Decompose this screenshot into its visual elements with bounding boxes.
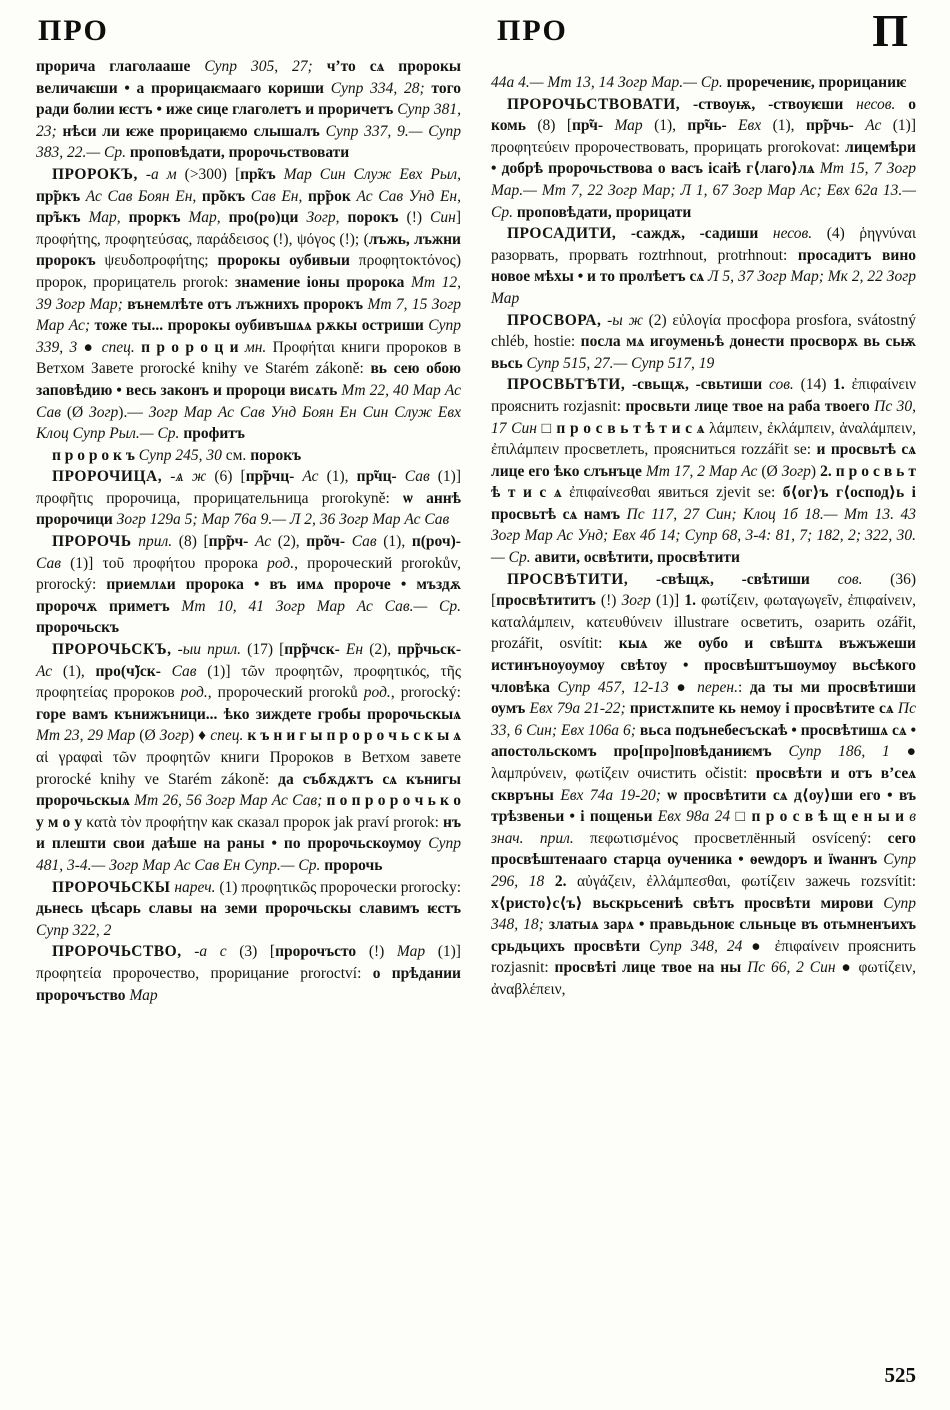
text-segment: мн. [244,338,273,356]
text-segment: пророчь [324,856,383,874]
text-segment: к ъ н и г ы п р о р о ч ь с к ы ѧ [247,727,461,745]
text-segment: профитъ [183,425,245,443]
text-segment: Мт 23, 29 Мар [36,727,140,745]
dictionary-entry [491,374,916,568]
section-letter: П [872,5,908,56]
text-segment: -а с [181,943,240,961]
text-segment: ) ♦ [188,727,211,745]
text-segment: (14) [800,376,834,394]
text-segment: 2. [554,872,578,890]
entry-headword: ПРОСВЬТѢТИ, [507,376,626,394]
text-segment: (2), [277,533,307,551]
text-segment: ψευδοπροφήτης; [104,252,218,270]
text-segment: Супр 381, 23; [36,101,461,140]
text-segment: Ас [254,533,278,551]
text-segment: Супр 305, 27; [204,58,327,75]
text-segment: Мт 10, 41 Зогр Мар Ас Сав.— Ср. [181,597,461,615]
text-segment: нареч. [170,878,220,896]
text-segment: проповѣдати, прорицати [516,203,692,221]
text-segment: Евх 74а 19-20; [560,786,668,804]
entry-headword: ПРОРОЧЬСКЫ [52,878,171,896]
text-segment: ἐπιφαίνειν прояснить rozjasnit: [491,376,917,415]
text-segment: сего просвѣштенааго старца оученика • ѳеѡдоръ и їѡаннъ [491,829,917,869]
text-segment: Зогр 129а 5; Мар 76а 9.— Л 2, 36 Зогр Мар Ас Сав [116,511,450,529]
text-segment: -ѧ ж [162,468,215,486]
dictionary-entry [36,445,461,467]
text-segment: (Ø [66,403,90,421]
text-segment: □ [735,808,752,826]
dictionary-entry [36,639,461,877]
text-segment: Ен [345,641,370,659]
entry-headword: ПРОРОКЪ, [52,165,138,183]
text-segment: -свьщѫ, -свьтиши [625,376,769,394]
text-segment: (2), [369,641,398,659]
text-segment: порокъ [250,446,302,464]
text-segment: ).— [118,403,149,421]
text-segment: (17) [ [247,641,285,659]
text-segment: про(ро)ци [228,209,307,227]
text-segment: просадитъ вино новое мѣхы • и то пролѣетъ сѧ [491,246,916,286]
text-segment: (!) [406,209,431,227]
text-segment: Προφήται книги пророков в Ветхом Завете prorocké knihy ve Starém zákoně: [36,338,461,378]
text-segment: αἱ γραφαὶ τῶν προφητῶν книги Пророков в Ветхом завете prorocké knihy ve Starém zákoně: [36,749,461,788]
continuation-paragraph [491,72,916,94]
text-segment: вь сею обою заповѣдию • весь законъ и пророци висѧть [36,360,461,399]
text-segment: порокъ [347,209,407,227]
text-segment: ) [810,462,821,480]
text-segment: да събѫдѫтъ сѧ кънигы пророчьскыѧ [36,770,461,810]
text-segment: Мар [614,117,655,135]
text-segment: (1), [654,117,688,135]
text-segment: род. [180,684,208,702]
text-segment: в знач. прил. [491,808,917,847]
text-segment: нъ и плешти свои даѣше на раны • по пророчьскоумоу [36,813,461,853]
text-segment: сов. [768,376,801,394]
text-segment: пр̃оч- [306,533,352,551]
text-segment: тоже ты... пророкы оубивъшѧѧ рѫкы остриши [94,317,429,335]
text-segment: пр̃ъкъ [36,209,89,227]
text-segment: пр̃рч- [208,533,255,551]
text-segment: п о п р о р о ч ь к о у м о у [36,792,461,831]
text-segment: Супр 337, 9.— Супр 383, 22.— Ср. [36,122,461,162]
text-segment: пр̃окъ [201,187,251,205]
text-segment: □ [541,419,557,437]
text-segment: просвѣти и отъ в’сеѧ сквръны [491,765,916,804]
entry-headword: ПРОРОЧЬСКЪ, [52,641,172,659]
text-segment: проповѣдати, пророчьствовати [129,144,350,162]
text-segment: (1), [62,662,96,680]
text-segment: Зогр Мар Ас Сав Унд Боян Ен Син Служ Евх Клоц Супр Рыл.— Ср. [36,403,461,443]
text-segment: пристѫпите кь немоу і просвѣтите сѧ [629,700,898,718]
text-segment: ● φωτίζειν, ἀναβλέπειν, [491,959,917,998]
dictionary-entry [36,531,461,639]
text-segment: (6) [ [214,468,246,486]
text-segment: (Ø [761,462,782,480]
text-segment: Пс 66, 2 Син [747,959,842,977]
text-segment: несов. [856,95,909,113]
text-segment: (>300) [ [184,165,241,183]
text-segment: (2) εὐλογία просфора prosfora, svátostný chléb, hostie: [491,311,916,351]
text-segment: лицемѣри • добрѣ пророчьствова о васъ ісаіѣ г⟨лаго⟩лѧ [491,138,916,178]
text-segment: 1. [684,592,702,610]
text-segment: ● [83,338,102,356]
text-segment: -ыи прил. [171,641,248,659]
text-segment: Евх 79а 21-22; [529,700,630,718]
text-segment: Л 5, 37 Зогр Мар; Мк 2, 22 Зогр Мар [491,268,916,307]
text-segment: лъжь, лъжни пророкъ [36,230,461,270]
text-segment: пр̃ч- [571,117,615,135]
dictionary-entry [491,223,916,309]
dictionary-entry [36,466,461,531]
text-segment: Сав Ен, [250,187,308,205]
text-segment: прил. [131,533,179,551]
text-segment: Ас [36,662,63,680]
text-segment: Мар [129,986,158,1004]
text-segment: ч’то сѧ пророкы величаѥши • а прорицаѥмааго кориши [36,58,461,97]
text-segment: приемлѧи пророка • въ имѧ пророче • мъздѫ пророчѫ приметъ [36,576,462,615]
text-segment: Евх 98а 24 [657,808,736,826]
text-segment: Ас [302,468,327,486]
text-segment: п р о с в ь т ѣ т и с ѧ [556,419,710,437]
text-segment: Евх [738,117,773,135]
text-segment: пр̃чь- [687,117,739,135]
guide-word-center: ПРО [497,14,568,47]
text-segment: проркъ [128,209,189,227]
text-segment: Ас Сав Унд Ен, [356,187,461,205]
text-segment: Зогр [621,592,656,610]
text-segment: ѡ просвѣтити сѧ д⟨оу⟩ши его • въ трѣзвеньи • і пощеньи [491,786,917,826]
text-segment: пророчъсто [275,943,369,961]
text-segment: 1. [833,376,852,394]
text-segment: спец. [101,338,142,356]
text-segment: про(ч̃)ск- [95,662,172,680]
text-segment: нѣси ли ѥже прорицаѥмо слышалъ [62,122,326,140]
text-segment: просвьти лице твое на раба твоего [625,397,875,415]
entry-headword: ПРОСАДИТИ, [507,225,617,243]
entry-headword: ПРОРОЧЬ [52,533,132,551]
text-segment: ● ἐπιφαίνειν прояснить rozjasnit: [491,937,916,977]
text-segment: -свѣщѫ, -свѣтиши [628,570,838,588]
text-segment: (!) [600,592,622,610]
entry-headword: ПРОСВѢТИТИ, [507,570,629,588]
text-segment: род. [267,554,295,572]
text-segment: х⟨ристо⟩с⟨ъ⟩ вьскрьсениѣ свѣтъ просвѣти мирови [491,894,884,912]
entry-headword: ПРОРОЧИЦА, [52,468,163,486]
text-segment: Зогр [159,727,189,745]
text-segment: : [737,678,750,696]
text-segment: п р о р о к ъ [52,446,139,464]
dictionary-entry [491,94,916,224]
text-segment: Мт 17, 2 Мар Ас [645,462,762,480]
text-segment: п р о с в ѣ щ е н ы и [751,808,910,826]
text-segment: просвѣтититъ [496,592,601,610]
text-segment: род. [363,684,391,702]
text-segment: (!) [368,943,397,961]
text-segment: ● [676,678,698,696]
continuation-paragraph [36,56,461,164]
text-segment: ἐπιφαίνεσθαι явиться zjevit se: [569,484,783,502]
text-segment: (8) [ [178,533,209,551]
right-column [491,72,916,1001]
text-segment: Супр 334, 28; [330,79,432,97]
text-segment: , пророческий proroků [207,684,364,702]
text-segment: пр̃рок [308,187,357,205]
text-segment: горе вамъ кънижъници... ѣко зиждете гробы пророчьскыѧ [36,705,461,723]
text-segment: -а м [137,165,185,183]
text-segment: (36) [ [491,570,916,610]
text-segment: Супр 457, 12-13 [557,678,677,696]
text-segment: προφητοκτόνος) пророк, прорицатель prorok: [36,252,461,291]
text-segment: κατὰ τὸν προφήτην как сказал пророк jak praví prorok: [86,813,444,831]
text-segment: о комь [491,95,916,135]
text-segment: Син [430,209,456,227]
text-segment: златыѧ зарѧ • правьдьноѥ сльньце въ отьмненъихъ срьдьцихъ просвѣти [491,916,916,955]
text-segment: Супр 322, 2 [36,921,112,939]
text-segment: несов. [772,225,827,243]
dictionary-entry [36,877,461,942]
text-segment: Мар, [188,209,229,227]
text-segment: Супр 296, 18 [491,851,916,890]
text-segment: (4) ῥηγνύναι разорвать, прорвать roztrhnout, protrhnout: [491,225,917,264]
text-segment: кыѧ же оубо и свѣштѧ въжъжеши истинъноуоумоу свѣтоу • просвѣштъшоумоу вьсѣкого чловѣка [491,635,916,696]
text-segment: Супр 481, 3-4.— Зогр Мар Ас Сав Ен Супр.— Ср. [36,835,461,874]
text-segment: αὐγάζειν, ἐλλάμπεσθαι, φωτίζειν зажечь rozsvítit: [577,872,917,890]
text-segment: Мар [396,943,438,961]
text-segment: (1), [383,533,412,551]
text-segment: (1)] προφῆτις пророчица, прорицательница prorokyně: [36,468,462,507]
text-segment: -ствоуѭ, -ствоуѥши [680,95,857,113]
text-segment: Пс 117, 27 Син; Клоц 1б 18.— Мт 13. 43 Зогр Мар Ас Унд; Евх 4б 14; Супр 68, 3-4: 81, 7; 182, 2; 322, 30.— Ср. [491,505,916,567]
text-segment: п р о р о ц и [141,338,245,356]
text-segment: λάμπειν, ἐκλάμπειν, ἀναλάμπειν, ἐπιλάμπειν просветлеть, проясниться rozzářit se: [491,419,916,459]
text-segment: Пс 30, 17 Син [491,397,916,437]
text-segment: (3) [ [239,943,276,961]
text-segment: Мт 26, 56 Зогр Мар Ас Сав; [134,792,327,810]
text-segment: Зогр [781,462,811,480]
left-column [36,56,461,1006]
text-segment: и просвьтѣ сѧ лице его ѣко слънъце [491,441,916,480]
text-segment: Супр 245, 30 [138,446,226,464]
text-segment: πεφωτισμένος просветлённый osvícený: [590,829,888,847]
text-segment: Ас [865,117,893,135]
text-segment: пророчьскъ [36,619,120,637]
text-segment: Супр 348, 24 [649,937,752,955]
text-segment: Супр 515, 27.— Супр 517, 19 [526,354,715,372]
text-segment: 2. п р о с в ь т ѣ т и с ѧ [491,462,916,502]
text-segment: о прѣдании пророчъство [36,964,461,1004]
text-segment: пр̃чц- [356,468,405,486]
entry-headword: ПРОРОЧЬСТВО, [52,943,182,961]
entry-headword: ПРОСВОРА, [507,311,602,329]
text-segment: Мт 12, 39 Зогр Мар; [36,273,462,313]
dictionary-entry [491,310,916,375]
text-segment: (1)] [655,592,685,610]
text-segment: Сав [404,468,438,486]
text-segment: знамение іоны пророка [235,273,411,291]
text-segment: Супр 186, 1 [788,743,907,761]
text-segment: просвѣті лице твое на ны [554,959,748,977]
text-segment: б⟨ог⟩ъ г⟨оспод⟩ь і просвьтѣ сѧ намъ [491,484,916,523]
guide-word-left: ПРО [38,14,109,47]
text-segment: , prorocký: [390,684,461,702]
text-segment: Сав [351,533,384,551]
text-segment: Зогр [89,403,119,421]
text-segment: пророкы оубивыи [217,252,359,270]
text-segment: вьса подънебесъскаѣ • просвѣтишѧ сѧ • апостольскомъ про[про]повѣданиѥмъ [491,721,916,761]
text-segment: пр̃рчц- [245,468,303,486]
text-segment: пр̃рчь- [805,117,866,135]
text-segment: Мар Син Служ Евх Рыл, [283,165,461,183]
text-segment: Мар, [88,209,129,227]
text-segment: (1)] τοῦ προφήτου пророка [70,554,268,572]
text-segment: см. [225,446,251,464]
text-segment: Сав [36,554,71,572]
text-segment: пр̃къ [240,165,284,183]
text-segment: Супр 348, 18; [491,894,916,934]
text-segment: пр̃ркъ [36,187,86,205]
text-segment: да ты ми просвѣтиши оумъ [491,678,916,718]
text-segment: Зогр, [306,209,348,227]
text-segment: пр̃рчск- [284,641,346,659]
dictionary-entry [36,164,461,445]
text-segment: ● λαμπρύνειν, φωτίζειν очистить očistit: [491,743,916,782]
text-segment: Ас Сав Боян Ен, [85,187,202,205]
text-segment: (1)] προφητεία пророчество, прорицание proroctví: [36,943,461,982]
text-segment: Сав [171,662,208,680]
dictionary-entry [491,569,916,1001]
text-segment: (1), [326,468,357,486]
text-segment: ѡ аннѣ пророчици [36,489,461,529]
text-segment: вънемлѣте отъ лъжнихъ пророкъ [127,295,368,313]
text-segment: Мт 22, 40 Мар Ас Сав [36,381,461,421]
text-segment: (1)] τῶν προφητῶν, προφητικός, τῆς προφητείας пророков [36,662,461,702]
text-segment: пр̃рчьск- [397,641,462,659]
text-segment: посла мѧ игоуменьѣ донести просворѫ вь сьѭ вьсь [491,333,916,372]
text-segment: φωτίζειν, φωταγωγεῖν, ἐπιφαίνειν, καταλάμπειν, κατευθύνειν illustrare осветить, озарить ozářit, prozářit, osvítit: [491,592,916,653]
text-segment: Супр 339, 3 [36,317,461,356]
text-segment: Мт 15, 7 Зогр Мар.— Мт 7, 22 Зогр Мар; Л 1, 67 Зогр Мар Ас; Евх 62а 13.— Ср. [491,160,916,221]
text-segment: ] προφήτης, προφητεύσας, παράδεισος (!), ψόγος (!); ( [36,209,461,248]
text-segment: Мт 7, 15 Зогр Мар Ас; [36,295,462,335]
text-segment: сов. [837,570,891,588]
text-segment: , пророческий prorokův, prorocký: [36,554,461,594]
text-segment: перен. [697,678,738,696]
text-segment: (8) [ [537,117,572,135]
page-number: 525 [884,1363,916,1387]
text-segment: дьнесь цѣсарь славы на земи пророчьскы славимъ ѥстъ [36,900,461,918]
text-segment: проречениѥ, прорицаниѥ [726,74,907,91]
text-segment: (Ø [139,727,160,745]
entry-headword: ПРОРОЧЬСТВОВАТИ, [507,95,681,113]
text-segment: (1)] προφητεύειν пророчествовать, прорицать prorokovat: [491,117,916,156]
text-segment: (1), [772,117,806,135]
dictionary-entry [36,941,461,1006]
text-segment: 44а 4.— Мт 13, 14 Зогр Мар.— Ср. [491,74,727,91]
text-segment: п(роч)- [411,533,461,551]
text-segment: того ради болии ѥстъ • иже сице глаголетъ и проричетъ [36,79,461,119]
text-segment: Пс 33, 6 Син; Евх 106а 6; [491,700,916,739]
text-segment: -саждѫ, -садиши [616,225,773,243]
text-segment: (1) προφητικῶς пророчески prorocky: [219,878,462,896]
text-segment: авити, освѣтити, просвѣтити [534,549,740,567]
text-segment: прорича глаголааше [36,58,205,75]
text-segment: спец. [210,727,248,745]
text-segment: -ы ж [601,311,649,329]
